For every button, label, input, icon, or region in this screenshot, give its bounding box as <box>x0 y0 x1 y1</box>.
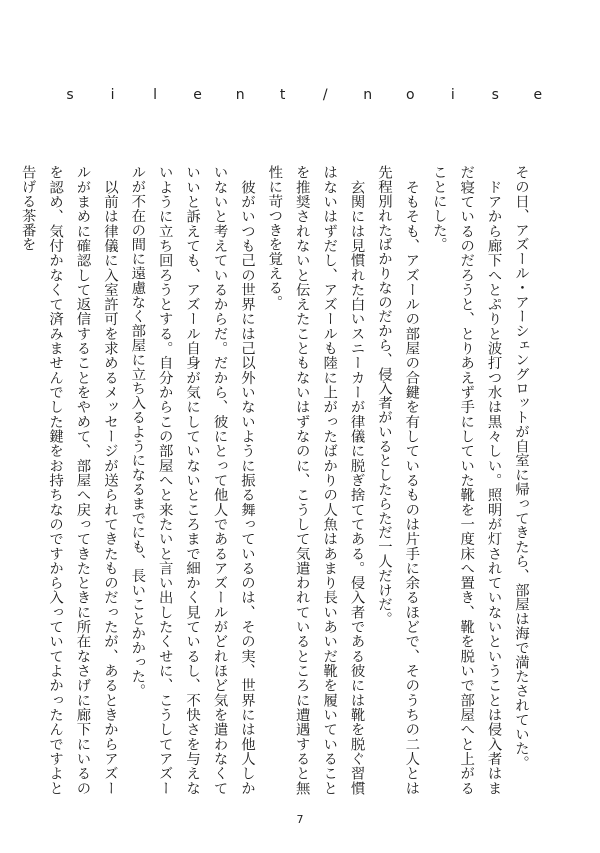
page-number: 7 <box>296 813 304 826</box>
header-letter: n <box>363 87 373 103</box>
paragraph: そもそも、アズールの部屋の合鍵を有しているものは片手に余るほどで、そのうちの二人とは先程別れたばかりなのだから、侵入者がいるとしたらただ一人だけだ。 <box>375 165 420 795</box>
header-letter: i <box>450 87 455 103</box>
paragraph: ドアから廊下へとぷりと波打つ水は黒々しい。照明が灯されていないということは侵入者はまだ寝ているのだろうと、とりあえず手にしていた靴を一度床へ置き、靴を脱いで部屋へと上がることにした。 <box>430 165 502 795</box>
paragraph: 彼がいつも己の世界には己以外いないように振る舞っているのは、その実、世界には他人しかいないと考えているからだ。だから、彼にとって他人であるアズールがどれほど気を遣わなくていいと訴えても、アズール自身が気にしていないところまで細かく見ているし、不快さを与えないように立ち回ろうとする。自分からこの部屋へと来たいと言い出したくせに、こうしてアズールが不在の間に遠慮なく部屋に立ち入るようになるまでにも、長いことかかった。 <box>129 165 255 795</box>
header-letter: i <box>110 87 115 103</box>
header-letter: t <box>279 87 286 103</box>
body-text-vertical <box>19 165 534 795</box>
header-letter: l <box>153 87 157 103</box>
header-letter: e <box>193 87 202 103</box>
header-letter: o <box>405 87 415 103</box>
paragraph: 以前は律儀に入室許可を求めるメッセージが送られてきたものだったが、あるときからアズールがまめに確認して返信することをやめて、部屋へ戻ってきたときに所在なさげに廊下にいるのを認め、気付かなくて済みませんでした鍵をお持ちなのですから入っていてよかったんですよと告げる茶番を <box>19 165 118 795</box>
running-header-title <box>64 87 544 103</box>
paragraph: 玄関には見慣れた白いスニーカーが律儀に脱ぎ捨ててある。侵入者である彼には靴を脱ぐ習慣はないはずだし、アズールも陸に上がったばかりの人魚はあまり長いあいだ靴を履いていることを推奨されないと伝えたこともないはずなのに、こうして気遣われているところに遭遇すると無性に苛つきを覚える。 <box>266 165 365 795</box>
header-letter: n <box>235 87 245 103</box>
paragraph: その日、アズール・アーシェングロットが自室に帰ってきたら、部屋は海で満たされていた。 <box>513 165 529 770</box>
header-letter: e <box>533 87 543 103</box>
header-letter: / <box>322 87 328 103</box>
header-letter: s <box>66 87 74 103</box>
header-letter: s <box>491 87 499 103</box>
